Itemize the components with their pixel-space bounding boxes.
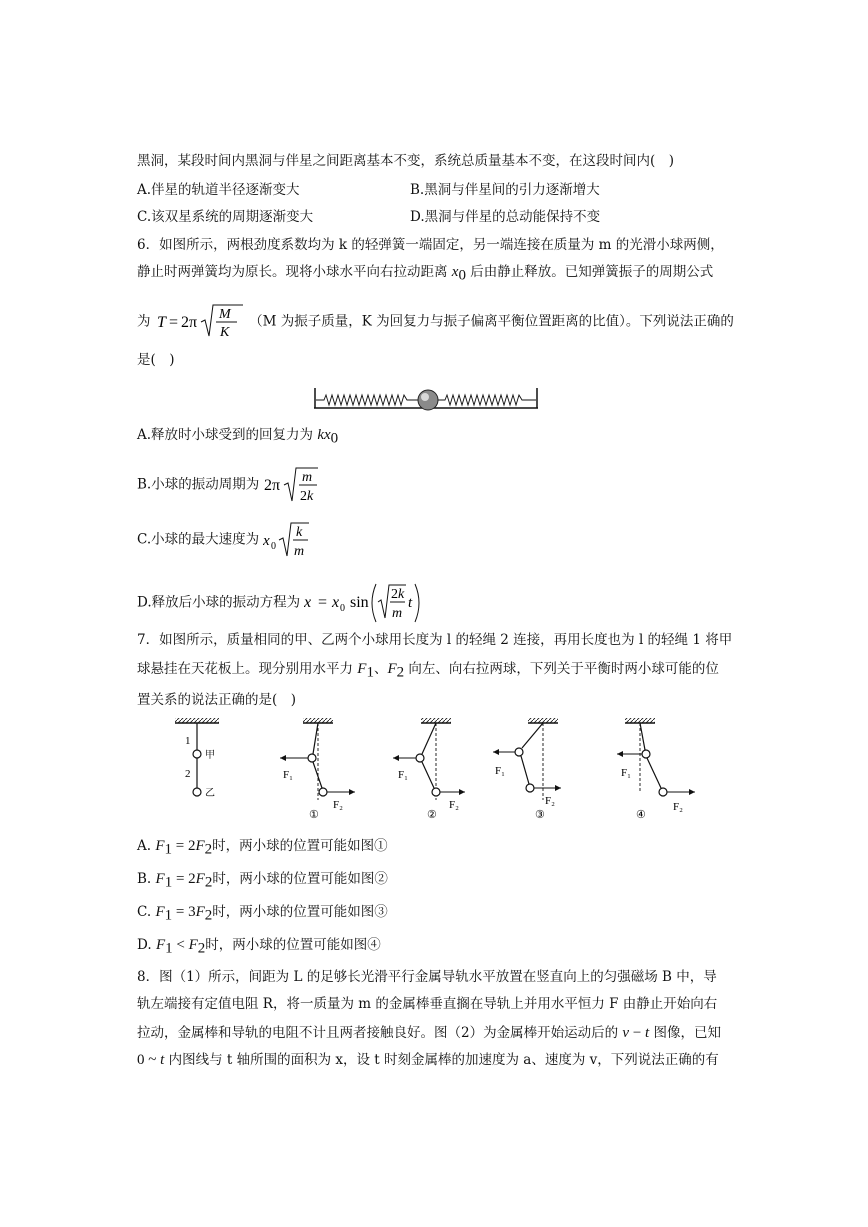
q5-option-d[interactable]: D.黑洞与伴星的总动能保持不变	[410, 209, 601, 225]
svg-text:F₂: F₂	[545, 795, 555, 807]
q6-line4: 是( )	[137, 352, 175, 368]
svg-text:m: m	[392, 606, 403, 621]
q5-option-c[interactable]: C.该双星系统的周期逐渐变大	[137, 209, 314, 225]
ball	[418, 390, 438, 410]
svg-text:甲: 甲	[205, 750, 215, 761]
q8-line1: 8．图（1）所示，间距为 L 的足够长光滑平行金属导轨水平放置在竖直向上的匀强磁场 B 中，导	[137, 969, 717, 985]
svg-text:T: T	[156, 314, 166, 331]
svg-text:乙: 乙	[205, 788, 215, 799]
svg-text:x: x	[263, 533, 271, 549]
svg-text:=: =	[318, 594, 328, 611]
q8-line4: 0 ~ t 内图线与 t 轴所围的面积为 x，设 t 时刻金属棒的加速度为 a、速度为 v，下列说法正确的有	[137, 1052, 719, 1068]
svg-text:M: M	[218, 307, 231, 322]
svg-text:F₁: F₁	[398, 769, 408, 781]
right-spring	[438, 395, 536, 405]
svg-text:m: m	[294, 544, 305, 559]
svg-text:k: k	[296, 525, 303, 540]
figure-2	[393, 718, 465, 821]
svg-text:2π: 2π	[263, 477, 280, 494]
svg-text:F₂: F₂	[333, 799, 343, 811]
svg-text:④: ④	[636, 809, 646, 821]
q6-option-d[interactable]: D.释放后小球的振动方程为 x = x 0 sin 2k m t	[137, 580, 424, 626]
svg-text:F₁: F₁	[283, 769, 293, 781]
spring-ball-figure	[310, 384, 542, 412]
svg-text:sin: sin	[350, 594, 370, 611]
q7-line3: 置关系的说法正确的是( )	[137, 692, 297, 708]
q6-option-c[interactable]: C.小球的最大速度为 x 0 k m	[137, 520, 313, 560]
q5-option-b[interactable]: B.黑洞与伴星间的引力逐渐增大	[410, 182, 600, 198]
svg-text:F₂: F₂	[673, 801, 683, 813]
svg-text:F₁: F₁	[495, 765, 505, 777]
svg-text:2: 2	[185, 768, 191, 780]
q7-line1: 7．如图所示，质量相同的甲、乙两个小球用长度为 l 的轻绳 2 连接，再用长度也为 l 的轻绳 1 将甲	[137, 632, 733, 648]
pendulum-figures	[165, 712, 705, 822]
svg-text:0: 0	[340, 603, 346, 614]
q6-option-b[interactable]: B.小球的振动周期为 2π m 2k	[137, 465, 319, 505]
figure-3	[493, 718, 561, 821]
q6-option-a[interactable]: A.释放时小球受到的回复力为 $kx_0$	[137, 427, 339, 447]
figure-4	[617, 718, 695, 821]
svg-text:=: =	[168, 314, 178, 331]
period-formula	[155, 302, 245, 342]
q8-line2: 轨左端接有定值电阻 R，将一质量为 m 的金属棒垂直搁在导轨上并用水平恒力 F 由静止开始向右	[137, 996, 718, 1012]
q8-line3: 拉动，金属棒和导轨的电阻不计且两者接触良好。图（2）为金属棒开始运动后的 v − t 图像，已知	[137, 1025, 721, 1041]
svg-text:0: 0	[271, 541, 277, 552]
q6-line2: 静止时两弹簧均为原长。现将小球水平向右拉动距离 $x_0$ 后由静止释放。已知弹簧振子的周期公式	[137, 264, 714, 284]
svg-text:2k: 2k	[299, 489, 313, 504]
svg-text:②: ②	[427, 809, 437, 821]
option-d-formula	[304, 580, 424, 626]
q5-option-a[interactable]: A.伴星的轨道半径逐渐变大	[137, 182, 300, 198]
q5-stem-end: 黑洞，某段时间内黑洞与伴星之间距离基本不变，系统总质量基本不变，在这段时间内( )	[137, 153, 675, 169]
option-b-formula	[264, 465, 319, 505]
figure-base	[175, 718, 219, 799]
svg-text:2k: 2k	[391, 587, 405, 602]
svg-text:x: x	[304, 594, 312, 611]
svg-text:1: 1	[185, 735, 191, 747]
figure-1	[280, 718, 355, 821]
svg-text:K: K	[219, 325, 230, 340]
option-c-formula	[263, 520, 313, 560]
svg-text:m: m	[301, 470, 312, 485]
q7-option-b[interactable]: B. $F_1 = 2F_2$时，两小球的位置可能如图②	[137, 871, 388, 891]
q6-line3: 为 T = 2π M K （M 为振子质量，K 为回复力与振子偏离平衡位置距离的比值）。下列说法正确的	[137, 302, 734, 342]
svg-text:t: t	[408, 595, 413, 611]
svg-text:F₁: F₁	[621, 767, 631, 779]
q7-option-c[interactable]: C. $F_1 = 3F_2$时，两小球的位置可能如图③	[137, 904, 388, 924]
q7-option-a[interactable]: A. $F_1 = 2F_2$时，两小球的位置可能如图①	[137, 838, 388, 858]
left-spring	[316, 395, 418, 405]
svg-text:③: ③	[535, 809, 545, 821]
q7-line2: 球悬挂在天花板上。现分别用水平力 $F_1$、$F_2$ 向左、向右拉两球，下列关于平衡时两小球可能的位	[137, 661, 719, 681]
q7-option-d[interactable]: D. $F_1 < F_2$时，两小球的位置可能如图④	[137, 937, 381, 957]
svg-text:①: ①	[309, 809, 319, 821]
svg-text:2π: 2π	[180, 314, 197, 331]
svg-text:F₂: F₂	[449, 799, 459, 811]
svg-text:x: x	[332, 594, 340, 611]
q6-line1: 6．如图所示，两根劲度系数均为 k 的轻弹簧一端固定，另一端连接在质量为 m 的光滑小球两侧，	[137, 237, 724, 253]
